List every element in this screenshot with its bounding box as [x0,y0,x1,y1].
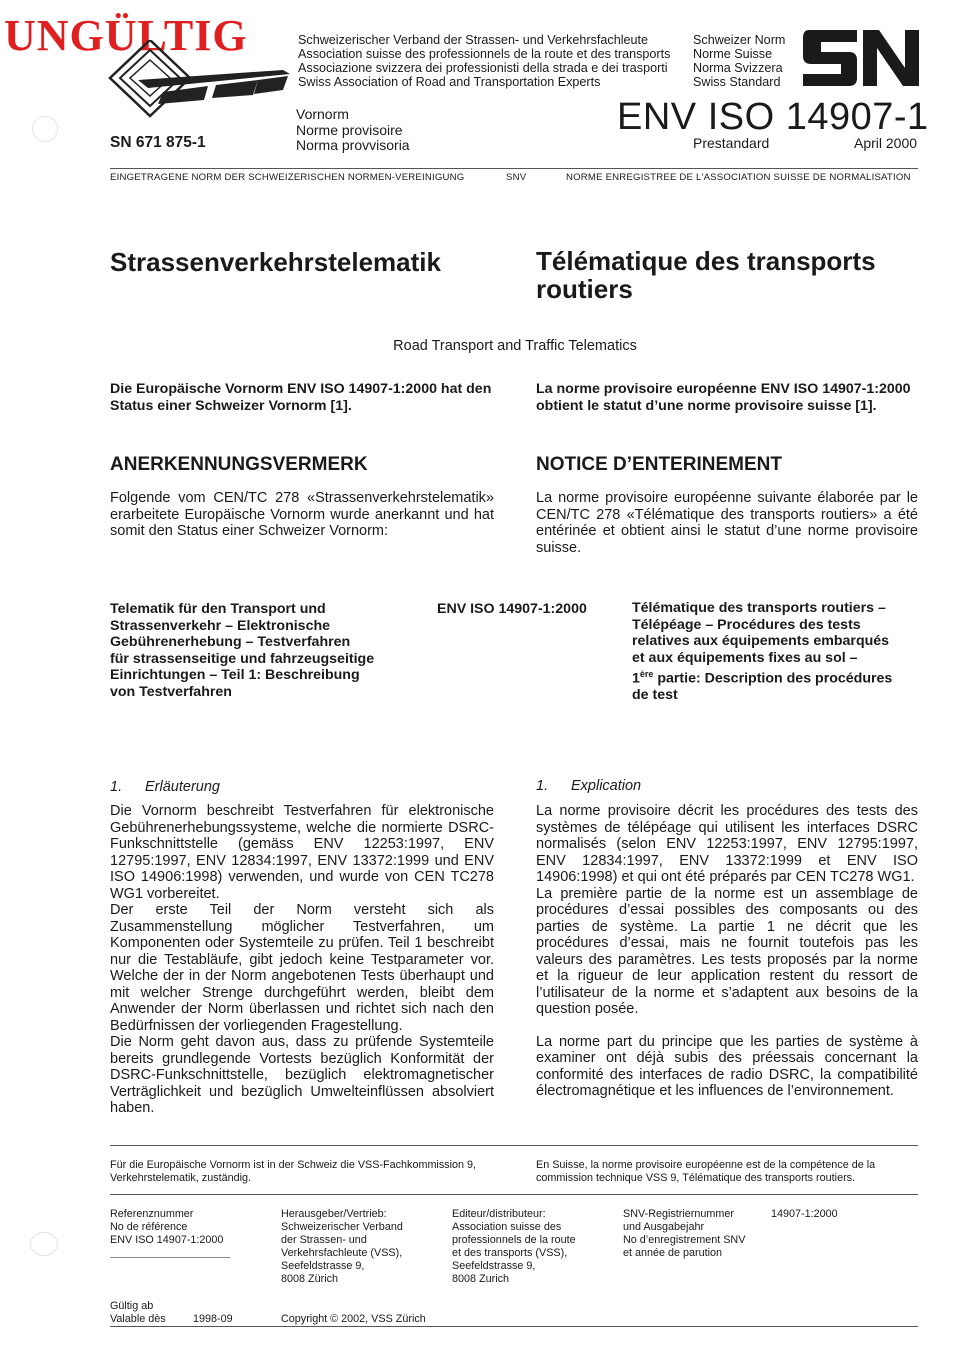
doc-de-line: Strassenverkehr – Elektronische [110,617,331,634]
norm-name-it: Norma Svizzera [693,61,783,75]
vss-logo [108,40,290,125]
norm-name-fr: Norme Suisse [693,47,773,61]
section-heading-fr [536,778,641,794]
prestandard-label: Prestandard [693,135,770,151]
publisher-fr [452,1208,576,1286]
ref-label-fr: No de référence [110,1221,188,1233]
publisher-line: et des transports (VSS), [452,1247,568,1259]
norm-names [693,33,785,89]
heading-de: ANERKENNUNGSVERMERK [110,454,368,475]
doc-fr-part-line [632,666,922,687]
norm-name-de: Schweizer Norm [693,33,786,47]
publisher-line: Verkehrsfachleute (VSS), [281,1247,403,1259]
doc-de-line: von Testverfahren [110,683,232,700]
footnote-divider [110,1145,918,1146]
document-reference: ENV ISO 14907-1:2000 [437,601,587,617]
body-paragraph: Die Norm geht davon aus, dass zu prüfende Systemteile bereits grundlegende Vortests bezüglich Konformität der DSRC-Funkschnittstelle, bezüglich elektromagnetischer Verträglichkeit und bezüglich Umwelteinflüssen absolviert haben. [110,1034,494,1116]
standard-title: ENV ISO 14907-1 [617,96,929,138]
doc-de-line: für strassenseitige und fahrzeugseitige [110,650,375,667]
valid-value: 1998-09 [193,1313,233,1325]
norm-name-en: Swiss Standard [693,75,781,89]
publisher-line: Association suisse des [452,1221,562,1233]
document-title-de [110,601,410,700]
status-de: Die Europäische Vornorm ENV ISO 14907-1:2000 hat den Status einer Schweizer Vornorm [1]. [110,381,492,414]
body-de [110,803,494,1117]
doc-fr-line: relatives aux équipements embarqués [632,633,890,649]
publisher-line: 8008 Zürich [281,1273,339,1285]
association-line-en: Swiss Association of Road and Transportation Experts [298,75,601,89]
valid-label-fr: Valable dès [110,1313,166,1325]
notice-de: Folgende vom CEN/TC 278 «Strassenverkehrstelematik» erarbeitete Europäische Vornorm wurde anerkannt und hat somit den Status einer Schweizer Vornorm: [110,490,494,539]
publisher-line: Editeur/distributeur: [452,1208,546,1220]
valid-label-de: Gültig ab [110,1300,154,1312]
sn-number: SN 671 875-1 [110,134,206,151]
part-text: partie: Description des procédures [653,670,893,687]
publisher-line: Seefeldstrasse 9, [281,1260,365,1272]
doc-fr-line: et aux équipements fixes au sol – [632,649,858,666]
doc-de-line: Gebührenerhebung – Testverfahren [110,634,351,650]
snv-line: No d’enregistrement SNV [623,1234,746,1246]
scan-artifact [30,1232,58,1256]
status-fr: La norme provisoire européenne ENV ISO 14907-1:2000 obtient le statut d’une norme provisoire suisse [1]. [536,381,911,414]
body-paragraph: La première partie de la norme est un assemblage de procédures d’essai possibles des composants ou des parties de système. La partie 1 ne décrit que les procédures d’essai, mais ne fournit toutefois pas les valeurs des paramètres. Les tests proposés par la norme et la rigueur de leur application restent du ressort de l’utilisateur de la norme et s’adaptent aux besoins de la question posée. [536,885,918,1017]
publisher-line: 8008 Zurich [452,1273,510,1285]
registration-mid: SNV [506,172,527,183]
scan-artifact [32,116,58,142]
snv-registration [623,1208,745,1260]
publisher-line: Herausgeber/Vertrieb: [281,1208,387,1220]
doc-de-line: Einrichtungen – Teil 1: Beschreibung [110,667,360,683]
body-paragraph: La norme part du principe que les parties de système à examiner ont déjà subis des préessais concernant la conformité des interfaces de radio DSRC, la compatibilité électromagnétique et les influences de l’environnement. [536,1033,918,1099]
document-title-fr [632,600,922,704]
section-title: Explication [571,778,642,794]
ref-label-de: Referenznummer [110,1208,194,1220]
section-heading-de [110,779,220,795]
snv-line: SNV-Registriernummer [623,1208,734,1220]
vornorm-it: Norma provvisoria [296,137,410,153]
part-number: 1 [632,670,640,687]
part-superscript: ère [639,669,654,679]
association-names [298,33,670,89]
vornorm-de: Vornorm [296,106,349,122]
validity [110,1300,166,1326]
snv-line: et année de parution [623,1247,723,1259]
body-fr [536,803,918,1100]
publication-date: April 2000 [854,135,918,151]
body-paragraph: Der erste Teil der Norm versteht sich als Zusammenstellung möglicher Testverfahren, um Komponenten oder Systemteile zu prüfen. Teil 1 beschreibt nur die Testabläufe, gibt jedoch keine Testparameter vor. Welche der in der Norm angebotenen Tests überhaupt und mit welcher Strenge durchgeführt werden, bleibt dem Anwender der Norm überlassen und richtet sich nach den Bedürfnissen der vorliegenden Fragestellung. [110,902,494,1034]
association-line-de: Schweizerischer Verband der Strassen- und Verkehrsfachleute [298,33,649,47]
snv-line: und Ausgabejahr [623,1221,705,1233]
vornorm-labels [296,107,410,154]
doc-fr-line: Télépéage – Procédures des tests [632,616,861,633]
publisher-line: der Strassen- und [281,1234,367,1246]
section-number: 1. [536,778,549,794]
title-de: Strassenverkehrstelematik [110,247,441,277]
header-divider [110,168,918,169]
heading-fr: NOTICE D’ENTERINEMENT [536,454,782,475]
reference-number [110,1208,223,1247]
registration-left: EINGETRAGENE NORM DER SCHWEIZERISCHEN NORMEN-VEREINIGUNG [110,172,465,183]
doc-fr-line: Télématique des transports routiers – [632,600,886,616]
publisher-line: Seefeldstrasse 9, [452,1260,536,1272]
association-line-fr: Association suisse des professionnels de la route et des transports [298,47,671,61]
copyright: Copyright © 2002, VSS Zürich [281,1313,426,1325]
reference-underline [110,1257,230,1258]
publisher-line: Schweizerischer Verband [281,1221,403,1233]
sn-logo [803,30,919,91]
footnote-de: Für die Europäische Vornorm ist in der Schweiz die VSS-Fachkommission 9, Verkehrstelematik, zuständig. [110,1159,477,1184]
vornorm-fr: Norme provisoire [296,121,403,138]
doc-fr-line: de test [632,687,678,704]
title-fr: Télématique des transports routiers [536,246,876,304]
notice-fr: La norme provisoire européenne suivante élaborée par le CEN/TC 278 «Télématique des transports routiers» a été entérinée et obtient ainsi le statut d’une norme provisoire suisse. [536,490,918,556]
registration-right: NORME ENREGISTREE DE L'ASSOCIATION SUISSE DE NORMALISATION [566,172,911,183]
section-title: Erläuterung [145,779,220,795]
doc-de-line: Telematik für den Transport und [110,601,326,617]
footer-bottom-divider [110,1326,918,1327]
body-paragraph: La norme provisoire décrit les procédures des tests des systèmes de télépéage qui utilisent les interfaces DSRC normalisés (selon ENV 12253:1997, ENV 12795:1997, ENV 12834:1997, ENV 13372:1999 et ENV ISO 14906:1998) et qui ont été préparés par CEN TC278 WG1. [536,803,918,885]
footer-divider [110,1194,918,1195]
footnote-fr: En Suisse, la norme provisoire européenne est de la compétence de la commission technique VSS 9, Télématique des transports routiers. [536,1159,876,1184]
body-paragraph: Die Vornorm beschreibt Testverfahren für elektronische Gebührenerhebungssysteme, welche die normierte DSRC-Funkschnittstelle (gemäss ENV 12253:1997, ENV 12795:1997, ENV 12834:1997, ENV 13372:1999 und ENV ISO 14906:1998) verwenden, und wurde von CEN TC278 WG1 vorbereitet. [110,803,494,902]
publisher-line: professionnels de la route [452,1234,576,1246]
publisher-de [281,1208,403,1286]
association-line-it: Associazione svizzera dei professionisti della strada e dei trasporti [298,61,668,75]
section-number: 1. [110,779,123,795]
snv-value: 14907-1:2000 [771,1208,838,1220]
invalid-watermark: UNGÜLTIG [4,11,248,60]
title-en: Road Transport and Traffic Telematics [393,338,637,354]
ref-value: ENV ISO 14907-1:2000 [110,1234,224,1246]
